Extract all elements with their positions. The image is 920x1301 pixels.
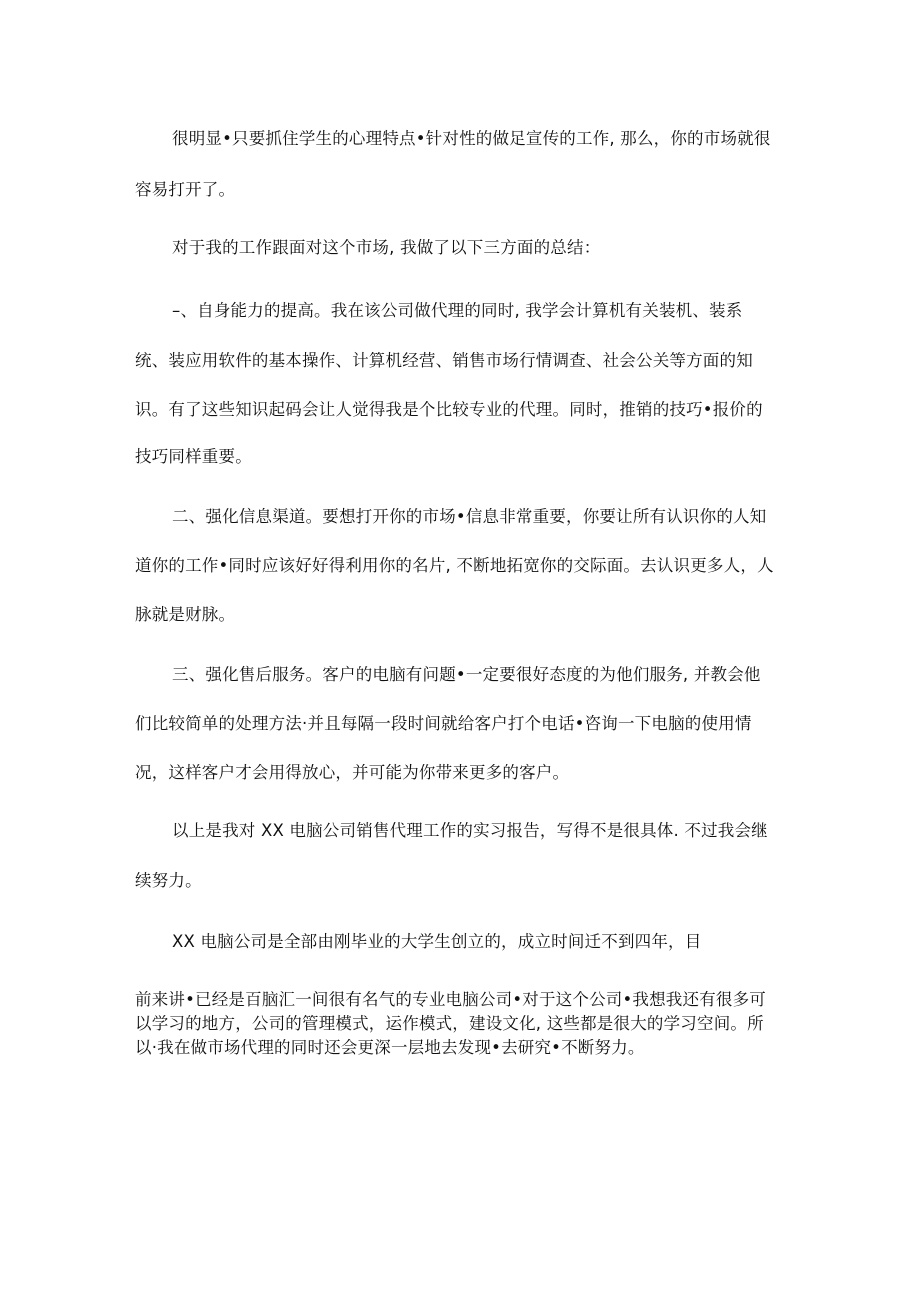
- paragraph-2-line-1: 对于我的工作跟面对这个市场, 我做了以下三方面的总结：: [172, 238, 601, 257]
- paragraph-5-line-2: 们比较简单的处理方法·并且每隔一段时间就给客户打个电话•咨询一下电脑的使用情: [135, 714, 752, 733]
- paragraph-7-line-1: XX 电脑公司是全部由刚毕业的大学生创立的，成立时间迁不到四年，目: [172, 932, 702, 951]
- paragraph-8-line-1: 前来讲•已经是百脑汇一间很有名气的专业电脑公司•对于这个公司•我想我还有很多可: [135, 990, 766, 1009]
- paragraph-3-line-4: 技巧同样重要。: [135, 447, 252, 466]
- paragraph-5-line-1: 三、强化售后服务。客户的电脑有问题•一定要很好态度的为他们服务, 并教会他: [172, 665, 761, 684]
- paragraph-1-line-2: 容易打开了。: [135, 180, 236, 199]
- paragraph-6-line-2: 续努力。: [135, 871, 202, 890]
- paragraph-8-line-3: 以·我在做市场代理的同时还会更深一层地去发现•去研究•不断努力。: [135, 1038, 645, 1057]
- paragraph-4-line-1: 二、强化信息渠道。要想打开你的市场•信息非常重要，你要让所有认识你的人知: [172, 507, 767, 526]
- paragraph-1-line-1: 很明显•只要抓住学生的心理特点•针对性的做足宣传的工作, 那么，你的市场就很: [172, 129, 771, 148]
- paragraph-5-line-3: 况，这样客户才会用得放心，并可能为你带来更多的客户。: [135, 763, 570, 782]
- paragraph-6-line-1: 以上是我对 XX 电脑公司销售代理工作的实习报告，写得不是很具体. 不过我会继: [172, 821, 768, 840]
- paragraph-3-line-2: 统、装应用软件的基本操作、计算机经营、销售市场行情调查、社会公关等方面的知: [135, 351, 753, 370]
- paragraph-4-line-2: 道你的工作•同时应该好好得利用你的名片, 不断地拓宽你的交际面。去认识更多人，人: [135, 556, 774, 575]
- paragraph-4-line-3: 脉就是财脉。: [135, 605, 236, 624]
- paragraph-3-line-3: 识。有了这些知识起码会让人觉得我是个比较专业的代理。同时，推销的技巧•报价的: [135, 400, 763, 419]
- paragraph-8-line-2: 以学习的地方，公司的管理模式，运作模式，建设文化, 这些都是很大的学习空间。所: [135, 1014, 764, 1033]
- paragraph-3-line-1: –、自身能力的提高。我在该公司做代理的同时, 我学会计算机有关装机、装系: [172, 301, 743, 320]
